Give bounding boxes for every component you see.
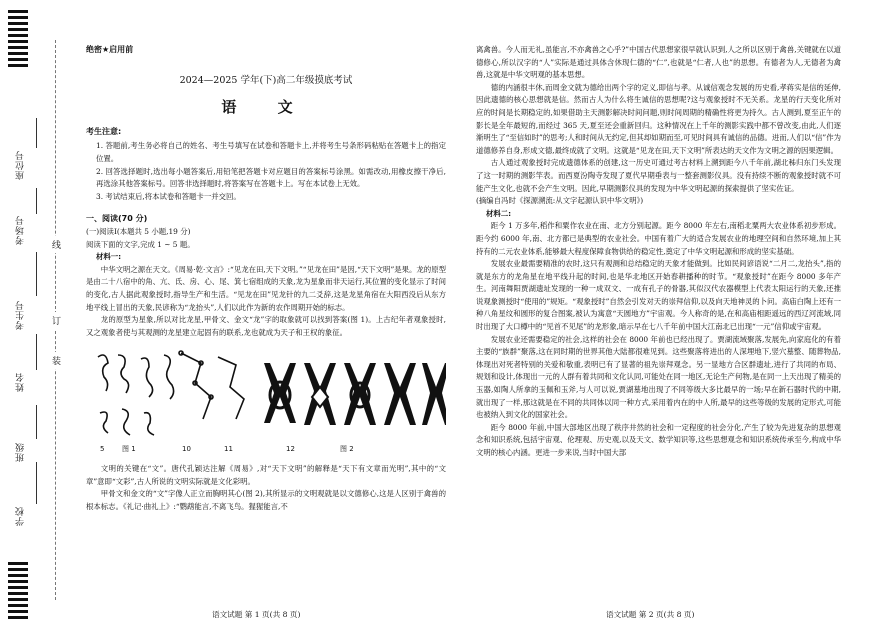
paragraph: 发展农业还需要稳定的社会,这样的社会在 8000 年前也已经出现了。贾湖流域聚落,发展先,向家庭化的有着主要的“族群”聚落,这在同时期的世界其他大陆都很难见到。这些聚落将进出的人深埋地下,竖穴墓整、随葬物品,体现出对死者特别的关爱和敬重,表明已有了显著的祖先崇拜观念。另一显地方合区群遗址,进行了共同的布局、规划和设计,体现出一元的人群有着共同和文化认同,可能处在同一地区,无论生产何物,是在同一上天出现了精美的玉器,如陶人所拿的玉佩和玉斧,与人可以说,贾湖墓地出现了不同等级大多比最早的一场;早在新石器时代的中期,就出现了一样,那这就是在不同的共同体以同一种方式,采用着内在的中人所,最早的这些等级的发展的定形式,可能也被纳入到文化的国家社会。 (476, 334, 841, 420)
barcode-top (8, 10, 28, 70)
wen-glyphs (264, 363, 446, 425)
notice-item: 3. 考试结束后,将本试卷和答题卡一并交回。 (96, 191, 241, 201)
page-1-footer: 语文试题 第 1 页(共 8 页) (212, 610, 301, 619)
section-instruction: 阅读下面的文字,完成 1 ~ 5 题。 (86, 239, 195, 249)
material-2-label: 材料二: (486, 208, 512, 218)
paragraph: 中华文明之源在天文。《周易·乾·文言》:“见龙在田,天下文明。”“见龙在田”是因,“天下文明”是果。龙的原型是由二十八宿中的角、亢、氐、房、心、尾、箕七宿组成的天象,龙为星象而非天运行,其位置的变化显示了时间的变化,古人据此观象授时,指导生产和生活。“见龙在田”见龙针的九二爻辞,这是龙星角宿在大阳西没后从东方地平线上冒出的天象,民谚称为“龙抬头”,人们以此作为新的农作周期开始的标志。 (86, 264, 446, 312)
paragraph: 距今 1 万多年,稻作和粟作农业在南、北方分别起源。距今 8000 年左右,南稻北粟两大农业体系初步形成。距今约 6000 年,南、北方都已是典型的农业社会。中国有着广大的适合发展农业的地理空间和自然环境,加上其持有的二元农业体系,能够最大程度保障食物供给的稳定性,奠定了中华文明起源和形成的坚实基础。 (476, 221, 841, 256)
figure-caption-2: 图 2 (340, 445, 354, 454)
figures (86, 343, 446, 461)
paragraph: 龙的原型为星象,所以对比龙星,甲骨文、金文“龙”字的取象就可以找到答案(图 1)。上古纪年者观象授时,又之观象者使与其观测的龙星建立起固有的联系,龙也就成为天子和王权的象征。 (86, 315, 446, 337)
glyph-constellation-1 (181, 353, 211, 419)
source-citation: (摘编自冯时《探源溯流:从文字起源认识中华文明》) (476, 196, 644, 206)
exam-title: 2024—2025 学年(下)高二年级摸底考试 (179, 74, 353, 86)
notice-heading: 考生注意: (86, 126, 122, 136)
bind-word-pack: 装 (52, 352, 61, 369)
field-school: 学校 (16, 506, 26, 526)
field-exam-room: 考场号 (16, 215, 26, 245)
field-line (36, 188, 37, 214)
figure-mark: 11 (224, 445, 233, 454)
bind-word-staple: 订 (52, 312, 61, 329)
glyph-dragon-1 (98, 355, 108, 391)
paragraph: 距今 8000 年前,中国大部地区出现了秩序井然的社会和一定程度的社会分化,产生了较为先进复杂的思想观念和知识系统,包括宇宙观、伦理观、历史观,以及天文、数学知识等,这些思想观念和知识系统传承至今,构成中华文明的核心内涵。更进一步来说,当时中国大部 (476, 422, 841, 457)
figure-caption-1: 图 1 (122, 445, 136, 454)
figure-mark: 5 (100, 445, 105, 454)
notice-item: 2. 回答选择题时,选出每小题答案后,用铅笔把答题卡对应题目的答案标号涂黑。如需改动,用橡皮擦干净后,再选涂其他答案标号。回答非选择题时,将答案写在答题卡上。写在本试卷上无效。 (96, 166, 446, 189)
secret-mark: 绝密★启用前 (86, 45, 134, 54)
barcode-bottom (8, 562, 28, 620)
glyph-wen-4 (384, 363, 416, 425)
paragraph: 古人通过观象授时完成遗德体系的创建,这一历史可通过考古材料上溯到距今八千年前,湖北秭归东门头发现了这一时期的测影竿表。而西夏汾陶寺发现了夏代早期垂表与一整套测影仪具。没有持续不断的观象授时就不可能产生文化,也就不会产生文明。因此,早期测影仪具的发现为中华文明起源的探索提供了坚实佐证。 (476, 158, 841, 193)
bind-word-line: 线 (52, 236, 61, 253)
figure-mark: 10 (182, 445, 191, 454)
glyph-dragon-2 (118, 355, 129, 393)
field-line (36, 118, 37, 148)
paragraph: 文明的关键在“文”。唐代孔颖达注解《周易》,对“天下文明”的解释是“天下有文章而光明”,其中的“文章”意即“文彩”,古人所说的文明实际就是文化彩明。 (86, 464, 446, 486)
field-line (36, 405, 37, 439)
glyph-constellation-2 (218, 357, 244, 419)
oracle-glyphs-figure (86, 343, 446, 461)
page-1-column (86, 44, 446, 514)
glyph-wen-5 (422, 363, 446, 425)
paragraph: 甲骨文和金文的“文”字像人正立而胸明其心(图 2),其所显示的文明观就是以文德修心,这是人区别于禽兽的根本标志。《礼记·曲礼上》:“鹦鹉能言,不离飞鸟。猩猩能言,不 (86, 489, 446, 512)
paragraph: 离禽兽。今人而无礼,虽能言,不亦禽兽之心乎?”中国古代思想家很早就认识到,人之所以区别于禽兽,关键就在以道德修心,所以汉字的“人”实际是通过具体含休现仁德的“仁”,也就是“仁者,人也”的思想。有德者为人,无德者为禽兽,这就是中华文明观的基本思想。 (476, 45, 841, 80)
field-class: 班级 (16, 442, 26, 462)
material-1-label: 材料一: (96, 252, 122, 262)
section-sub: (一)阅读Ⅰ(本题共 5 小题,19 分) (86, 226, 191, 236)
figure-mark: 12 (286, 445, 295, 454)
field-student-id: 考生号 (16, 300, 26, 330)
glyph-dragon-5 (100, 412, 108, 433)
field-line (36, 462, 37, 504)
section-title: 一、阅读(70 分) (86, 214, 148, 224)
glyph-dragon-3 (141, 358, 153, 397)
notice-item: 1. 答题前,考生务必将自己的姓名、考生号填写在试卷和答题卡上,并将考生号条形码粘贴在答题卡上的指定位置。 (96, 141, 446, 163)
page-2-footer: 语文试题 第 2 页(共 8 页) (606, 610, 695, 619)
field-line (36, 334, 37, 370)
field-line (36, 252, 37, 296)
glyph-dragon-6 (122, 409, 130, 435)
glyph-dragon-7 (144, 413, 154, 435)
subject-title: 语 文 (221, 98, 311, 117)
field-seat-number: 座位号 (16, 150, 26, 180)
paragraph: 发展农业最需要精准的农时,这只有观测和总结稳定的天象才能做到。比如民间谚语说“二月二,龙抬头”,指的就是东方的龙角星在地平线升起的时间,也是华北地区开始春耕播种的时节。“观象授时”在距今 8000 多年产生。河南舞阳贾湖遗址发现的一种一成双文、一成有孔子的骨器,其似汉代农器模型上代表太阳运行的天象,还推说观象测授时“使用的”规矩。“观象授时”自然会引发对天的崇拜信仰,以及向天地神灵的卜问。高庙白陶上还有一种八角星纹和圆形的复合图案,被认为寓意“天圆地方”宇宙观。今人称奇的是,在和高庙相距遥远的西辽河流域,同时出现了大口樽中的“见首不见尾”的龙形象,暗示早在七八千年前中国大江南北已出现“一元”信仰或宇宙观。 (476, 259, 841, 332)
field-name: 姓名 (16, 372, 26, 392)
glyph-wen-3 (344, 363, 376, 425)
glyph-dragon-4 (164, 355, 174, 399)
paragraph: 德的内涵很丰休,而周金文就为德给出两个字的定义,即信与孝。从诚信观念发展的历史看,孝蒋实是信的延伸,因此遗德的核心思想就是信。然而古人为什么将生诚信的思想呢?这与观象授时不无关系。龙星的行天变化所对应的时间是长期稳定的,如果借助主天测影解决时间问题,则时间周期的精确性将更为持久。古人测到,夏至正午的影长是全年最短的,而经过 365 天,夏至还会重新回归。这种情况在上千年的测影实践中都不曾改变,由此,人们逐渐明生了“至信如时”的思考;人和时间从无约定,但其却如期而至,可见时间具有诚信的品德。进而,人们以“信”作为道德修养自身,形成文德,最终成就了文明。这就是“见龙在田,天下文明”所表达的天文作为文明之源的因果逻辑。 (476, 82, 841, 155)
page-2-column (476, 44, 841, 460)
